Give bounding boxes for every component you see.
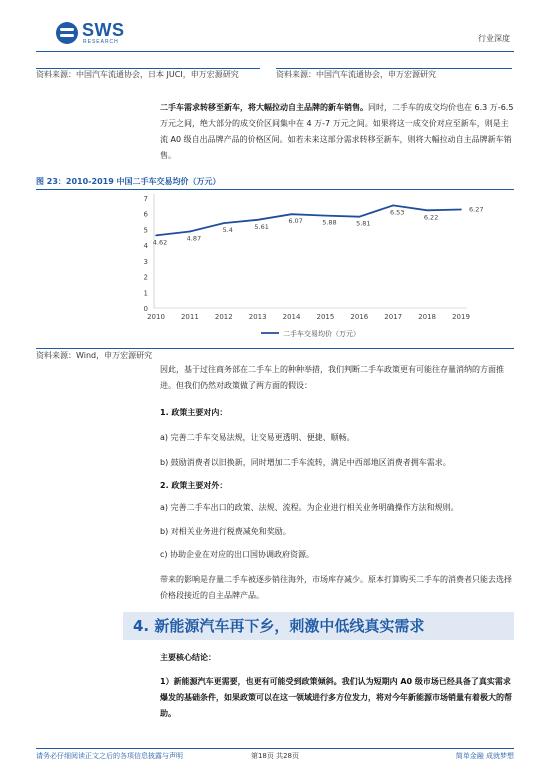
legend-label: 二手车交易均价（万元） <box>283 330 360 338</box>
figure-source: 资料来源：Wind，申万宏源研究 <box>36 351 153 360</box>
policy-external-a: a) 完善二手车出口的政策、法规、流程。为企业进行相关业务明确操作方法和规则。 <box>160 503 459 512</box>
conclusion-text: 1）新能源汽车更需要，也更有可能受到政策倾斜。我们认为短期内 A0 级市场已经具备了真实需求爆发的基础条件，如果政策可以在这一领域进行多方位发力，将对今年新能源市场销量有着极大的帮助。 <box>160 677 512 718</box>
logo-mark-icon <box>56 22 78 44</box>
data-point <box>291 213 293 215</box>
figure-bottom-divider <box>36 348 514 349</box>
x-tick-label: 2019 <box>452 313 470 321</box>
data-point <box>189 231 191 233</box>
page-number: 第18页 共28页 <box>250 752 300 760</box>
y-tick-label: 6 <box>143 210 148 219</box>
data-point <box>392 205 394 207</box>
source-note-left: 资料来源：中国汽车流通协会，日本 JUCI，申万宏源研究 <box>36 70 239 79</box>
data-label: 5.88 <box>322 218 337 227</box>
y-tick-label: 4 <box>143 242 148 251</box>
document-type: 行业深度 <box>478 34 510 43</box>
x-tick-label: 2016 <box>350 313 369 321</box>
data-label: 6.27 <box>469 205 484 214</box>
data-point <box>257 219 259 221</box>
footer-divider <box>36 748 514 749</box>
y-tick-label: 5 <box>143 226 148 235</box>
y-tick-label: 0 <box>143 305 148 313</box>
header-divider <box>36 51 514 52</box>
policy-external-b: b) 对相关业务进行税费减免和奖励。 <box>160 527 291 536</box>
data-label: 6.22 <box>423 213 439 222</box>
intro-body: 同时，二手车的成交均价也在 6.3 万-6.5 万元之间，绝大部分的成交价区间集中在 4 万-7 万元之间。如果将这一成交价对应至新车，则是主流 A0 级自出品牌产品的价格区间。如若未来这部分需求转移至新车，则将大幅拉动自主品牌新车销售。 <box>160 103 514 160</box>
policy-heading-external: 2. 政策主要对外： <box>160 481 228 490</box>
data-point <box>325 215 327 217</box>
data-point <box>223 222 225 224</box>
x-tick-label: 2012 <box>214 313 233 321</box>
data-label: 5.4 <box>222 226 233 235</box>
data-label: 5.81 <box>356 219 371 228</box>
data-point <box>460 209 462 211</box>
x-tick-label: 2010 <box>147 313 165 321</box>
policy-external-c: c) 协助企业在对应的出口国协调政府资源。 <box>160 550 315 559</box>
x-tick-label: 2017 <box>384 313 403 321</box>
data-label: 4.62 <box>152 238 168 247</box>
footer-slogan: 简单金融 成就梦想 <box>455 752 514 760</box>
policy-internal-b: b) 鼓励消费者以旧换新，同时增加二手车流转，满足中西部地区消费者拥车需求。 <box>160 458 451 467</box>
x-tick-label: 2015 <box>316 313 335 321</box>
data-label: 6.53 <box>389 208 405 217</box>
section-heading: 4. 新能源汽车再下乡，刺激中低线真实需求 <box>133 617 425 635</box>
data-label: 5.61 <box>254 222 269 231</box>
figure-title: 图 23：2010-2019 中国二手车交易均价（万元） <box>36 177 221 186</box>
y-tick-label: 7 <box>143 195 148 203</box>
series-line <box>156 205 461 235</box>
x-tick-label: 2013 <box>248 313 267 321</box>
intro-paragraph <box>160 100 514 164</box>
x-tick-label: 2011 <box>180 313 199 321</box>
x-tick-label: 2014 <box>282 313 301 321</box>
data-point <box>359 216 361 218</box>
conclusion-heading: 主要核心结论： <box>160 653 216 662</box>
data-label: 4.87 <box>186 234 202 243</box>
data-point <box>155 235 157 237</box>
body-paragraph-1: 因此，基于过往商务部在二手车上的种种举措，我们判断二手车政策更有可能往存量消纳的方面推进。但我们仍然对政策做了两方面的假设： <box>160 365 504 390</box>
footer-disclaimer: 请务必仔细阅读正文之后的各项信息披露与声明 <box>36 752 183 760</box>
y-tick-label: 2 <box>143 273 148 282</box>
price-line-chart <box>36 190 514 348</box>
sws-logo <box>56 22 136 46</box>
x-tick-label: 2018 <box>418 313 437 321</box>
data-label: 6.07 <box>288 217 303 226</box>
policy-heading-internal: 1. 政策主要对内： <box>160 408 228 417</box>
y-tick-label: 3 <box>143 257 148 266</box>
page-header <box>0 0 550 52</box>
policy-internal-a: a) 完善二手车交易法规，让交易更透明、便捷、顺畅。 <box>160 433 355 442</box>
data-point <box>426 209 428 211</box>
intro-lead: 二手车需求转移至新车，将大幅拉动自主品牌的新车销售。 <box>160 103 368 112</box>
source-note-right: 资料来源：中国汽车流通协会，申万宏源研究 <box>276 70 436 79</box>
body-paragraph-2: 带来的影响是存量二手车被逐步销往海外，市场库存减少。原本打算购买二手车的消费者只能去选择价格段接近的自主品牌产品。 <box>160 575 512 600</box>
logo-text: SWS <box>82 20 125 40</box>
logo-subtext: RESEARCH <box>83 39 119 45</box>
y-tick-label: 1 <box>143 289 148 298</box>
